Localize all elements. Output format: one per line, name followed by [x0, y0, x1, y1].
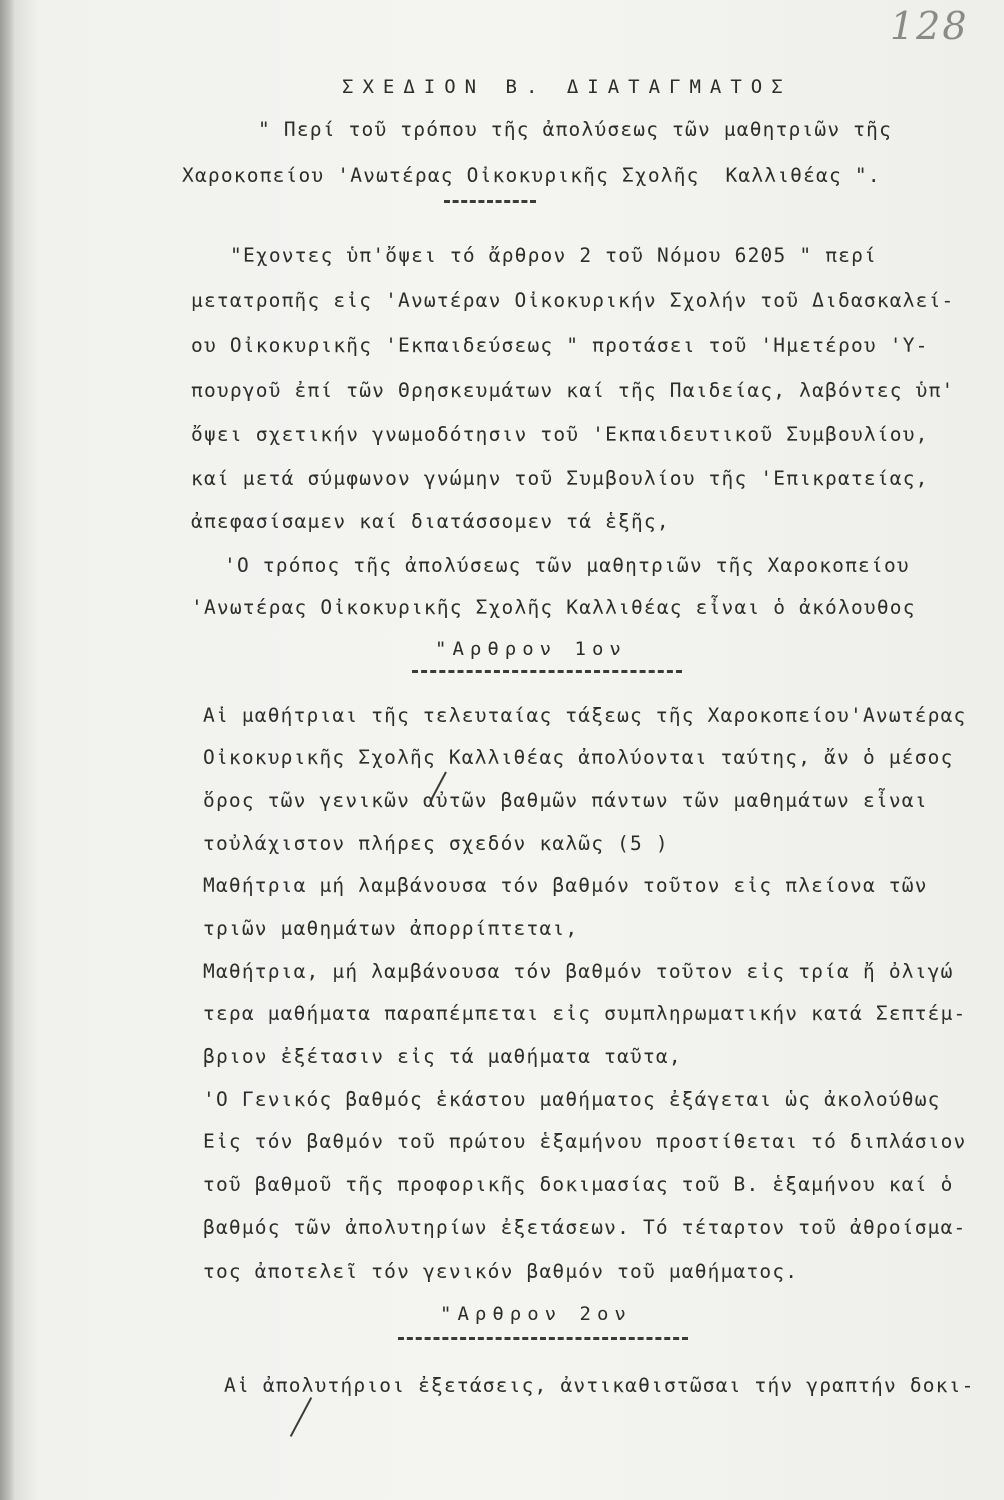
- article-1-line-4: τοὐλάχιστον πλήρες σχεδόν καλῶς (5 ): [203, 832, 669, 855]
- subtitle-line-1: " Περί τοῦ τρόπου τῆς ἀπολύσεως τῶν μαθητριῶν τῆς: [258, 118, 893, 141]
- document-title: ΣΧΕΔΙΟΝ Β. ΔΙΑΤΑΓΜΑΤΟΣ: [342, 76, 792, 98]
- article-1-line-7: Μαθήτρια, μή λαμβάνουσα τόν βαθμόν τοῦτον εἰς τρία ἤ ὀλιγώ: [203, 960, 954, 983]
- article-2-line-1: Αἱ ἀπολυτήριοι ἐξετάσεις, ἀντικαθιστῶσαι τήν γραπτήν δοκι-: [224, 1374, 975, 1397]
- handwritten-page-number: 128: [890, 4, 969, 48]
- article-1-line-3: ὅρος τῶν γενικῶν αὐτῶν βαθμῶν πάντων τῶν μαθημάτων εἶναι: [203, 789, 928, 812]
- article-1-line-8: τερα μαθήματα παραπέμπεται εἰς συμπληρωματικήν κατά Σεπτέμ-: [203, 1002, 967, 1025]
- article-1-line-2: Οἰκοκυρικῆς Σχολῆς Καλλιθέας ἀπολύονται ταύτης, ἄν ὁ μέσος: [203, 746, 954, 769]
- article-1-line-10: 'Ο Γενικός βαθμός ἑκάστου μαθήματος ἐξάγεται ὡς ἀκολούθως: [203, 1088, 941, 1111]
- preamble-line-4: πουργοῦ ἐπί τῶν Θρησκευμάτων καί τῆς Παιδείας, λαβόντες ὑπ': [191, 379, 955, 402]
- subtitle-line-2: Χαροκοπείου 'Ανωτέρας Οἰκοκυρικῆς Σχολῆς Καλλιθέας ".: [182, 164, 881, 187]
- article-2-underline: [398, 1337, 688, 1340]
- article-1-line-1: Αἱ μαθήτριαι τῆς τελευταίας τάξεως τῆς Χαροκοπείου'Ανωτέρας: [203, 704, 967, 727]
- article-1-line-5: Μαθήτρια μή λαμβάνουσα τόν βαθμόν τοῦτον εἰς πλείονα τῶν: [203, 874, 928, 897]
- intro-line-1: 'Ο τρόπος τῆς ἀπολύσεως τῶν μαθητριῶν τῆς Χαροκοπείου: [224, 554, 910, 577]
- preamble-line-2: μετατροπῆς εἰς 'Ανωτέραν Οἰκοκυρικήν Σχολήν τοῦ Διδασκαλεί-: [191, 289, 955, 312]
- article-1-underline: [412, 670, 682, 673]
- title-underline: [444, 200, 536, 203]
- article-1-line-12: τοῦ βαθμοῦ τῆς προφορικῆς δοκιμασίας τοῦ Β. ἑξαμήνου καί ὁ: [203, 1173, 954, 1196]
- preamble-line-6: καί μετά σύμφωνον γνώμην τοῦ Συμβουλίου τῆς 'Επικρατείας,: [191, 467, 929, 490]
- page-binding-edge: [0, 0, 14, 1500]
- article-1-heading: "Αρθρον 1ον: [435, 638, 627, 660]
- article-1-line-11: Εἰς τόν βαθμόν τοῦ πρώτου ἑξαμήνου προστίθεται τό διπλάσιον: [203, 1130, 967, 1153]
- preamble-line-3: ου Οἰκοκυρικῆς 'Εκπαιδεύσεως " προτάσει τοῦ 'Ημετέρου 'Υ-: [191, 334, 929, 357]
- preamble-line-5: ὄψει σχετικήν γνωμοδότησιν τοῦ 'Εκπαιδευτικοῦ Συμβουλίου,: [191, 423, 929, 446]
- intro-line-2: 'Ανωτέρας Οἰκοκυρικῆς Σχολῆς Καλλιθέας εἶναι ὁ ἀκόλουθος: [191, 596, 916, 619]
- preamble-line-7: ἀπεφασίσαμεν καί διατάσσομεν τά ἑξῆς,: [191, 510, 670, 533]
- article-1-line-6: τριῶν μαθημάτων ἀπορρίπτεται,: [203, 917, 579, 940]
- article-2-heading: "Αρθρον 2ον: [440, 1303, 632, 1325]
- article-1-line-14: τος ἀποτελεῖ τόν γενικόν βαθμόν τοῦ μαθήματος.: [203, 1260, 799, 1283]
- article-1-line-9: βριον ἐξέτασιν εἰς τά μαθήματα ταῦτα,: [203, 1045, 682, 1068]
- preamble-line-1: "Εχοντες ὑπ'ὄψει τό ἄρθρον 2 τοῦ Νόμου 6205 " περί: [230, 244, 877, 267]
- article-1-line-13: βαθμός τῶν ἀπολυτηρίων ἐξετάσεων. Τό τέταρτον τοῦ ἀθροίσμα-: [203, 1216, 967, 1239]
